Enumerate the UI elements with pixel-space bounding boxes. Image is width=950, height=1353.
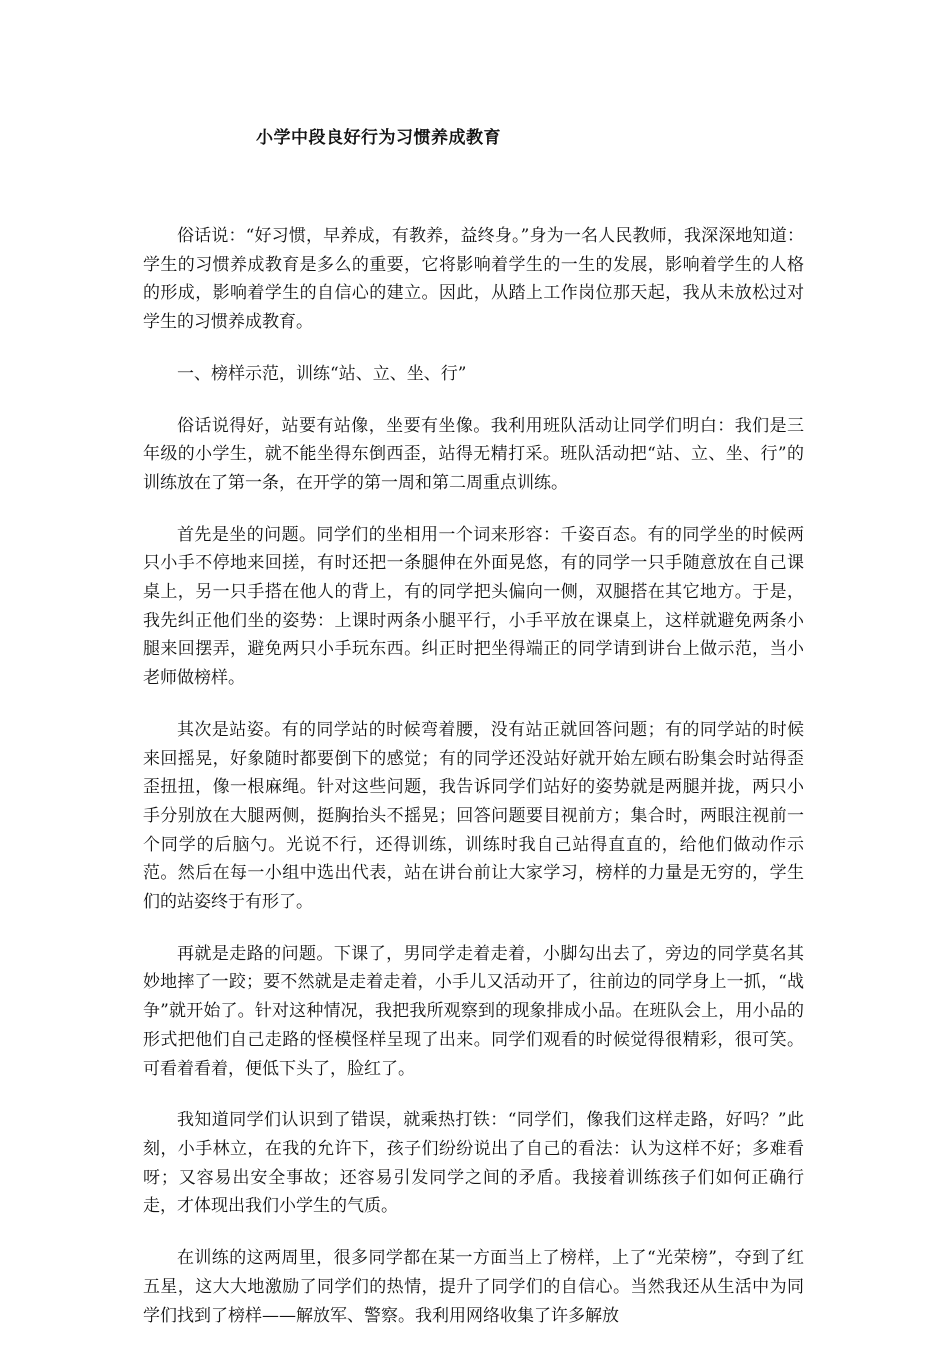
paragraph-walking: 再就是走路的问题。下课了，男同学走着走着，小脚勾出去了，旁边的同学莫名其妙地摔了一跤；要不然就是走着走着，小手儿又活动开了，往前边的同学身上一抓，“战争”就开始了。针对这种情况，我把我所观察到的现象排成小品。在班队会上，用小品的形式把他们自己走路的怪模怪样呈现了出来。同学们观看的时候觉得很精彩，很可笑。可看着看着，便低下头了，脸红了。 [143, 943, 804, 1079]
paragraph-section-intro: 俗话说得好，站要有站像，坐要有坐像。我利用班队活动让同学们明白：我们是三年级的小学生，就不能坐得东倒西歪，站得无精打采。班队活动把“站、立、坐、行”的训练放在了第一条，在开学的第一周和第二周重点训练。 [143, 415, 804, 493]
paragraph-intro: 俗话说：“好习惯，早养成，有教养，益终身。”身为一名人民教师，我深深地知道：学生的习惯养成教育是多么的重要，它将影响着学生的一生的发展，影响着学生的人格的形成，影响着学生的自信心的建立。因此，从踏上工作岗位那天起，我从未放松过对学生的习惯养成教育。 [143, 226, 804, 333]
paragraph-sitting: 首先是坐的问题。同学们的坐相用一个词来形容：千姿百态。有的同学坐的时候两只小手不停地来回搓，有时还把一条腿伸在外面晃悠，有的同学一只手随意放在自己课桌上，另一只手搭在他人的背上，有的同学把头偏向一侧，双腿搭在其它地方。于是，我先纠正他们坐的姿势：上课时两条小腿平行，小手平放在课桌上，这样就避免两条小腿来回摆弄，避免两只小手玩东西。纠正时把坐得端正的同学请到讲台上做示范，当小老师做榜样。 [143, 524, 804, 689]
paragraph-standing: 其次是站姿。有的同学站的时候弯着腰，没有站正就回答问题；有的同学站的时候来回摇晃，好象随时都要倒下的感觉；有的同学还没站好就开始左顾右盼集会时站得歪歪扭扭，像一根麻绳。针对这些问题，我告诉同学们站好的姿势就是两腿并拢，两只小手分别放在大腿两侧，挺胸抬头不摇晃；回答问题要目视前方；集合时，两眼注视前一个同学的后脑勺。光说不行，还得训练，训练时我自己站得直直的，给他们做动作示范。然后在每一小组中选出代表，站在讲台前让大家学习，榜样的力量是无穷的，学生们的站姿终于有形了。 [143, 719, 804, 913]
document-body [143, 222, 804, 1353]
section-heading-1: 一、榜样示范，训练“站、立、坐、行” [177, 363, 467, 384]
paragraph-discussion: 我知道同学们认识到了错误，就乘热打铁：“同学们，像我们这样走路，好吗？”此刻，小手林立，在我的允许下，孩子们纷纷说出了自己的看法：认为这样不好；多难看呀；又容易出安全事故；还容易引发同学之间的矛盾。我接着训练孩子们如何正确行走，才体现出我们小学生的气质。 [143, 1110, 804, 1217]
document-title: 小学中段良好行为习惯养成教育 [256, 128, 501, 148]
paragraph-role-models: 在训练的这两周里，很多同学都在某一方面当上了榜样，上了“光荣榜”，夺到了红五星，这大大地激励了同学们的热情，提升了同学们的自信心。当然我还从生活中为同学们找到了榜样——解放军、警察。我利用网络收集了许多解放 [143, 1248, 804, 1326]
